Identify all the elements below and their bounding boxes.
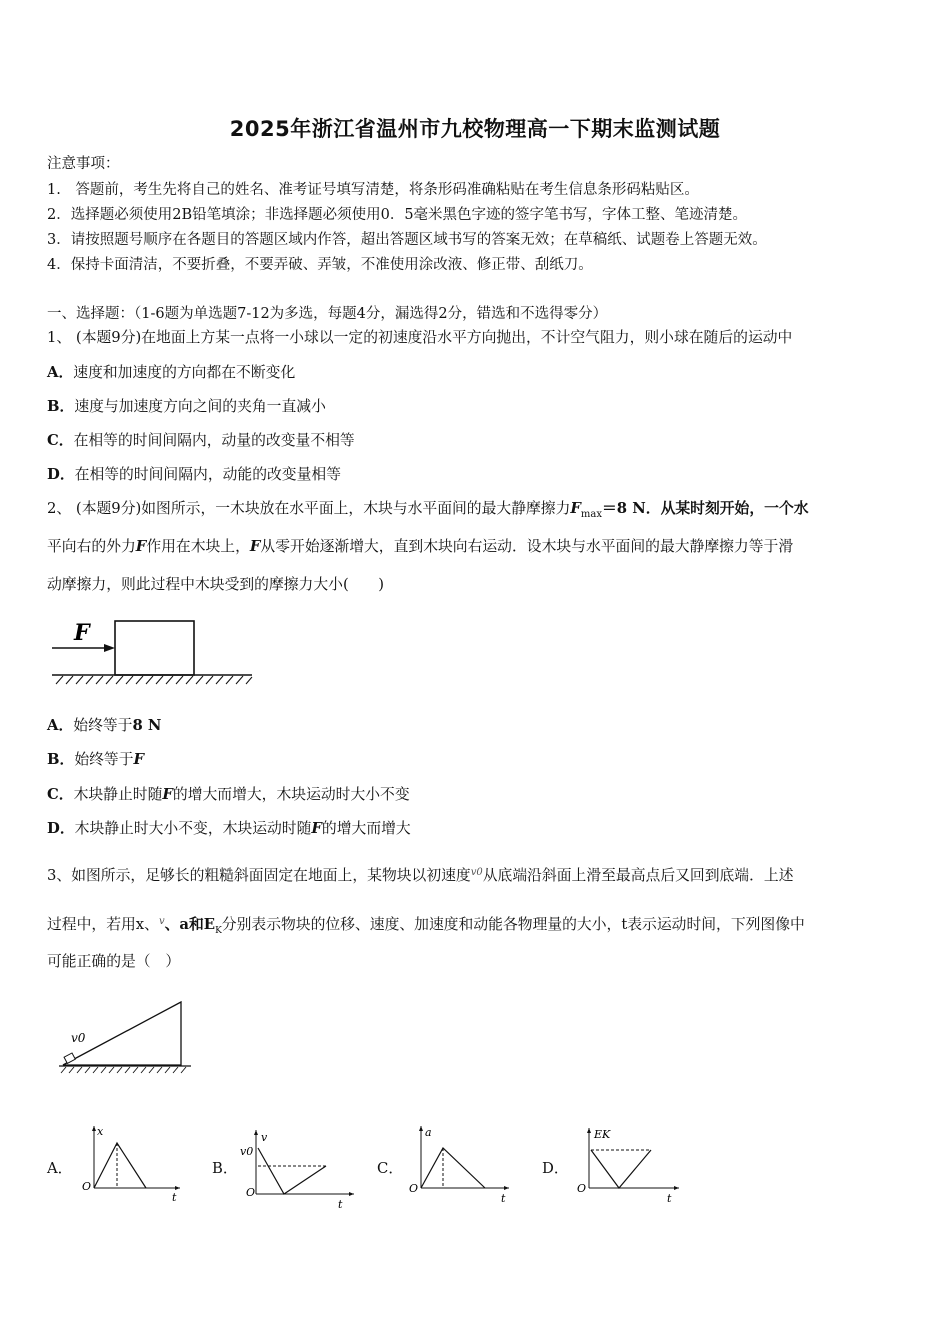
force-arrow-head — [104, 644, 115, 652]
y-axis-label: v — [261, 1131, 268, 1144]
origin-label: O — [246, 1186, 256, 1199]
ground-hatching — [61, 1067, 186, 1073]
option-var: F — [162, 786, 173, 803]
q3-stem-line1 — [47, 864, 794, 885]
x-axis-label: t — [501, 1192, 506, 1205]
option-text: 在相等的时间间隔内，动能的改变量相等 — [74, 466, 341, 483]
q3-graph-a — [80, 1122, 185, 1204]
option-text: 始终等于 — [74, 751, 134, 768]
q3-graph-d — [575, 1124, 685, 1208]
x-axis-label: t — [172, 1191, 177, 1204]
q2-text: 从零开始逐渐增大，直到木块向右运动．设木块与水平面间的最大静摩擦力等于滑 — [260, 538, 794, 555]
q2-text: 作用在木块上， — [146, 538, 250, 555]
origin-label: O — [82, 1180, 92, 1193]
small-block — [64, 1053, 75, 1063]
option-text: 木块静止时随 — [73, 786, 163, 803]
option-label: A． — [47, 364, 74, 381]
q3-v-symbol: v — [158, 916, 165, 927]
q2-fmax-symbol: F — [570, 500, 581, 517]
q2-option-d — [47, 817, 411, 838]
option-label: C． — [47, 432, 74, 449]
option-text: 速度与加速度方向之间的夹角一直减小 — [74, 398, 326, 415]
q3-option-a-label: A． — [47, 1160, 73, 1177]
q2-stem-line3: 动摩擦力，则此过程中木块受到的摩擦力大小( ) — [47, 576, 385, 593]
q2-option-b — [47, 748, 144, 769]
q1-option-b — [47, 395, 326, 416]
option-text: 始终等于 — [73, 717, 133, 734]
q3-graph-b — [236, 1126, 356, 1212]
q3-stem-line2 — [47, 913, 805, 936]
q2-fmax-subscript: max — [580, 508, 602, 520]
option-label: D． — [47, 820, 75, 837]
q1-stem: 1、 (本题9分)在地面上方某一点将一小球以一定的初速度沿水平方向抛出，不计空气阻力，则小球在随后的运动中 — [47, 329, 793, 346]
v0-tick-label: v0 — [240, 1145, 254, 1158]
q3-text: 、a和E — [164, 916, 216, 933]
notice-item-1: 1. 答题前，考生先将自己的姓名、准考证号填写清楚，将条形码准确粘贴在考生信息条形码粘贴区。 — [47, 182, 699, 198]
q1-option-a — [47, 361, 295, 382]
graph-line — [591, 1150, 651, 1188]
option-label: D． — [47, 466, 75, 483]
q2-stem-line1 — [47, 497, 809, 520]
y-axis-label: EK — [594, 1128, 611, 1141]
ground-hatching — [56, 676, 252, 684]
x-axis-label: t — [667, 1192, 672, 1205]
q3-text: 过程中，若用x、 — [47, 916, 159, 933]
y-axis-label: a — [425, 1126, 432, 1139]
option-text: 速度和加速度的方向都在不断变化 — [73, 364, 296, 381]
option-label: B． — [47, 751, 75, 768]
q2-stem-line2 — [47, 535, 793, 556]
q3-text: 3、如图所示，足够长的粗糙斜面固定在地面上，某物块以初速度 — [47, 867, 471, 884]
q3-option-b-label: B． — [212, 1160, 238, 1177]
origin-label: O — [409, 1182, 419, 1195]
q2-figure-block-on-ground — [48, 612, 258, 688]
q3-ek-subscript: K — [215, 925, 222, 936]
page-title: 2025年浙江省温州市九校物理高一下期末监测试题 — [229, 117, 721, 141]
option-label: A． — [47, 717, 74, 734]
notice-heading: 注意事项： — [47, 156, 120, 172]
q3-v0-symbol: v0 — [470, 867, 483, 878]
option-text: 的增大而增大 — [321, 820, 411, 837]
graph-line — [94, 1143, 146, 1188]
q3-option-d-label: D． — [542, 1160, 569, 1177]
v0-label: v0 — [71, 1031, 86, 1045]
option-text: 木块静止时大小不变，木块运动时随 — [74, 820, 312, 837]
q3-text: 从底端沿斜面上滑至最高点后又回到底端．上述 — [482, 867, 794, 884]
wooden-block — [115, 621, 194, 675]
q3-incline-figure — [55, 996, 195, 1078]
q2-option-a — [47, 714, 161, 735]
force-label: F — [74, 620, 90, 646]
q2-force-symbol: F — [249, 538, 261, 555]
q2-force-symbol: F — [135, 538, 147, 555]
graph-line — [258, 1148, 326, 1194]
q1-option-c — [47, 429, 355, 450]
q3-text: 分别表示物块的位移、速度、加速度和动能各物理量的大小，t表示运动时间，下列图像中 — [221, 916, 805, 933]
q2-option-c — [47, 783, 410, 804]
q2-text: ＝8 N．从某时刻开始，一个水 — [602, 500, 809, 517]
option-var: F — [133, 751, 145, 768]
y-axis-label: x — [97, 1125, 104, 1138]
option-text: 的增大而增大，木块运动时大小不变 — [172, 786, 410, 803]
notice-item-4: 4．保持卡面清洁，不要折叠，不要弄破、弄皱，不准使用涂改液、修正带、刮纸刀。 — [47, 257, 593, 273]
notice-item-2: 2．选择题必须使用2B铅笔填涂；非选择题必须使用0．5毫米黑色字迹的签字笔书写，字体工整、笔迹清楚。 — [47, 207, 748, 223]
q3-stem-line3: 可能正确的是（ ） — [47, 953, 181, 970]
notice-item-3: 3．请按照题号顺序在各题目的答题区域内作答，超出答题区域书写的答案无效；在草稿纸、试题卷上答题无效。 — [47, 232, 767, 248]
option-text: 8 N — [132, 717, 162, 734]
q3-option-c-label: C． — [377, 1160, 404, 1177]
q1-option-d — [47, 463, 341, 484]
option-var: F — [311, 820, 322, 837]
x-axis-label: t — [338, 1198, 343, 1211]
section-heading: 一、选择题：（1-6题为单选题7-12为多选，每题4分，漏选得2分，错选和不选得零分） — [47, 306, 608, 322]
option-label: B． — [47, 398, 75, 415]
q2-text: 平向右的外力 — [47, 538, 136, 555]
q2-text: 2、 (本题9分)如图所示，一木块放在水平面上，木块与水平面间的最大静摩擦力 — [47, 500, 571, 517]
option-label: C． — [47, 786, 74, 803]
option-text: 在相等的时间间隔内，动量的改变量不相等 — [73, 432, 355, 449]
q3-graph-c — [405, 1122, 515, 1208]
origin-label: O — [577, 1182, 587, 1195]
graph-line — [421, 1148, 485, 1188]
